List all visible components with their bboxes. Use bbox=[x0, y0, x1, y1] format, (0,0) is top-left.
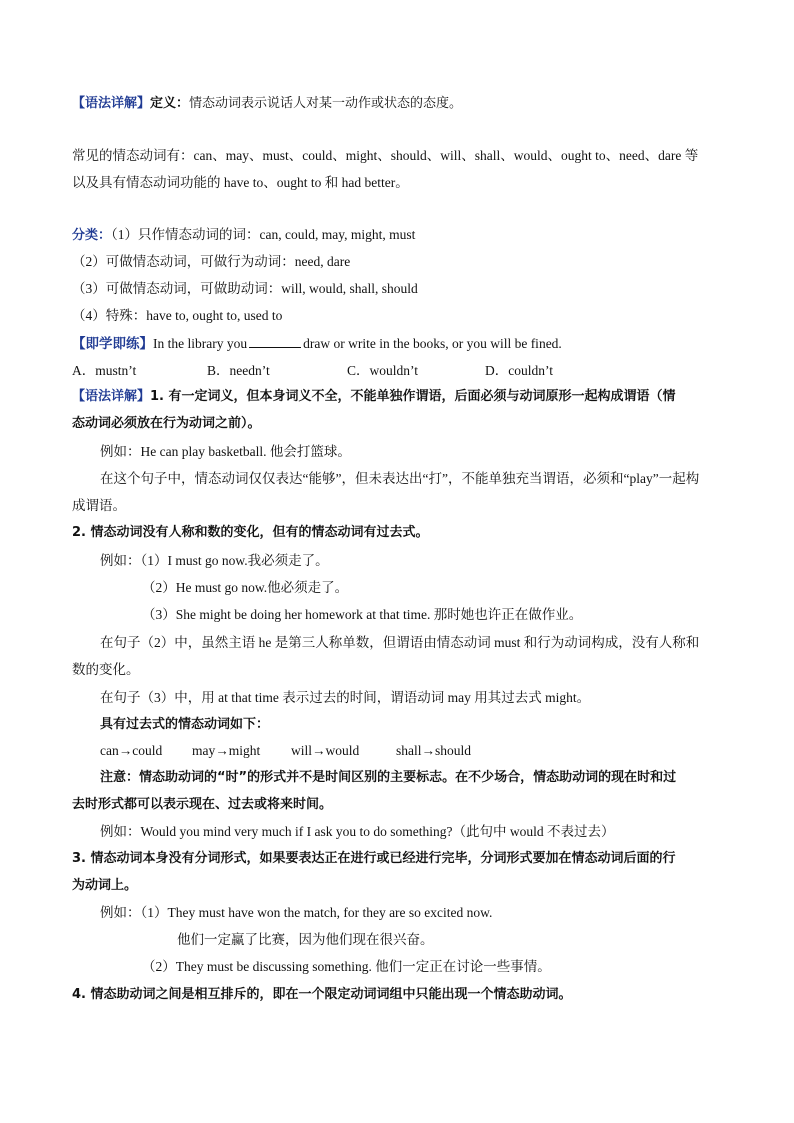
point-3-example-2: （2）They must be discussing something. 他们一定正在讨论一些事情。 bbox=[142, 959, 551, 974]
common-modals-line-1: 常见的情态动词有：can、may、must、could、might、should、will、shall、would、ought to、need、dare 等 bbox=[72, 148, 699, 163]
classification-item-4: （4）特殊：have to, ought to, used to bbox=[72, 308, 283, 323]
point-1-explain-line-2: 成谓语。 bbox=[72, 498, 126, 513]
classification-label: 分类： bbox=[72, 228, 112, 243]
point-2-explain-1-line-2: 数的变化。 bbox=[72, 662, 140, 677]
past-form-can: can→could bbox=[100, 743, 163, 758]
point-3-example-1: 例如：（1）They must have won the match, for they are so excited now. bbox=[100, 905, 493, 920]
point-1-example: 例如：He can play basketball. 他会打篮球。 bbox=[100, 444, 351, 459]
grammar-detail-tag: 【语法详解】 bbox=[72, 96, 151, 111]
point-1-line-1 bbox=[72, 388, 676, 406]
answer-blank[interactable] bbox=[249, 335, 301, 348]
past-form-may: may→might bbox=[192, 743, 261, 758]
point-1-text: 1. 有一定词义，但本身词义不全，不能单独作谓语，后面必须与动词原形一起构成谓语（情 bbox=[150, 389, 676, 404]
note-line-2: 去时形式都可以表示现在、过去或将来时间。 bbox=[72, 797, 333, 812]
classification-text-1: （1）只作情态动词的词：can, could, may, might, must bbox=[111, 227, 416, 242]
classification-item-3: （3）可做情态动词，可做助动词：will, would, shall, should bbox=[72, 281, 418, 296]
point-2-example-1: 例如：（1）I must go now.我必须走了。 bbox=[100, 553, 329, 568]
practice-options bbox=[72, 362, 553, 380]
practice-q-before: In the library you bbox=[153, 336, 248, 351]
option-d[interactable]: D．couldn’t bbox=[485, 363, 553, 378]
point-4-heading: 4. 情态助动词之间是相互排斥的，即在一个限定动词词组中只能出现一个情态助动词。 bbox=[72, 987, 572, 1002]
grammar-detail-tag-2: 【语法详解】 bbox=[72, 389, 151, 404]
point-2-example-2: （2）He must go now.他必须走了。 bbox=[142, 580, 349, 595]
practice-tag: 【即学即练】 bbox=[72, 336, 153, 351]
common-modals-line-2: 以及具有情态动词功能的 have to、ought to 和 had better。 bbox=[72, 175, 409, 190]
point-1-line-2: 态动词必须放在行为动词之前）。 bbox=[72, 416, 261, 431]
point-3-example-1-cn: 他们一定赢了比赛，因为他们现在很兴奋。 bbox=[177, 932, 434, 947]
practice-q-after: draw or write in the books, or you will be fined. bbox=[303, 336, 562, 351]
option-b[interactable]: B．needn’t bbox=[207, 363, 270, 378]
point-2-explain-2: 在句子（3）中，用 at that time 表示过去的时间，谓语动词 may 用其过去式 might。 bbox=[100, 690, 591, 705]
definition-text: 情态动词表示说话人对某一动作或状态的态度。 bbox=[189, 96, 463, 111]
point-1-explain-line-1: 在这个句子中，情态动词仅仅表达“能够”，但未表达出“打”，不能单独充当谓语，必须和“play”一起构 bbox=[100, 471, 700, 486]
past-form-will: will→would bbox=[291, 743, 360, 758]
point-3-line-1: 3. 情态动词本身没有分词形式，如果要表达正在进行或已经进行完毕，分词形式要加在情态动词后面的行 bbox=[72, 851, 676, 866]
past-form-shall: shall→should bbox=[396, 743, 472, 758]
point-2-example-3: （3）She might be doing her homework at that time. 那时她也许正在做作业。 bbox=[142, 607, 583, 622]
point-3-line-2: 为动词上。 bbox=[72, 878, 138, 893]
option-a[interactable]: A．mustn’t bbox=[72, 363, 137, 378]
definition-label: 定义： bbox=[150, 96, 190, 111]
past-forms-title: 具有过去式的情态动词如下： bbox=[100, 717, 270, 732]
practice-question bbox=[72, 335, 562, 353]
definition-line bbox=[72, 95, 462, 113]
classification-item-1 bbox=[72, 226, 415, 245]
point-2-heading: 2. 情态动词没有人称和数的变化，但有的情态动词有过去式。 bbox=[72, 525, 429, 540]
point-2-explain-1-line-1: 在句子（2）中，虽然主语 he 是第三人称单数，但谓语由情态动词 must 和行为动词构成，没有人称和 bbox=[100, 635, 700, 650]
option-c[interactable]: C．wouldn’t bbox=[347, 363, 419, 378]
past-forms-list bbox=[100, 742, 471, 760]
classification-item-2: （2）可做情态动词，可做行为动词：need, dare bbox=[72, 254, 351, 269]
note-example: 例如：Would you mind very much if I ask you to do something?（此句中 would 不表过去） bbox=[100, 824, 615, 839]
note-line-1: 注意：情态助动词的“时”的形式并不是时间区别的主要标志。在不少场合，情态助动词的现在时和过 bbox=[100, 770, 677, 785]
